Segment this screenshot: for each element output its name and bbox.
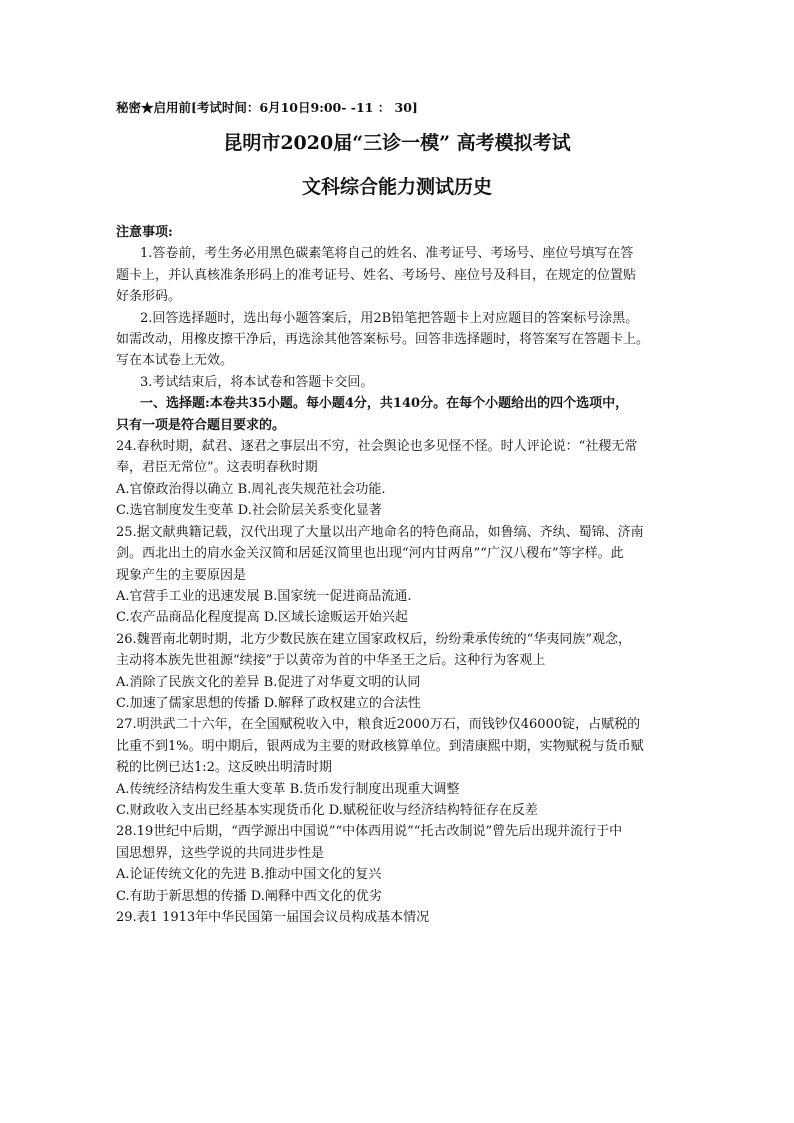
question-26-options-cd: C.加速了儒家思想的传播 D.解释了政权建立的合法性 <box>116 695 421 711</box>
question-27-line-3: 税的比例已达1:2。这反映出明清时期 <box>116 760 332 776</box>
exam-body <box>116 222 686 928</box>
exam-title: 昆明市2020届“三诊一模” 高考模拟考试 <box>223 132 571 154</box>
note-2-line-2: 如需改动，用橡皮擦干净后，再选涂其他答案标号。回答非选择题时，将答案写在答题卡上。 <box>116 332 650 348</box>
question-26-options-ab: A.消除了民族文化的差异 B.促进了对华夏文明的认同 <box>116 674 421 690</box>
note-1-line-3: 好条形码。 <box>116 289 182 305</box>
question-27-line-2: 比重不到1%。明中期后，银两成为主要的财政核算单位。到清康熙中期，实物赋税与货币赋 <box>116 738 644 754</box>
question-25-line-1: 25.据文献典籍记载，汉代出现了大量以出产地命名的特色商品，如鲁缟、齐纨、蜀锦、济南 <box>116 524 644 540</box>
confidential-exam-time: 秘密★启用前[考试时间：6月10日9:00- -11 ： 30] <box>116 100 418 115</box>
question-28-options-ab: A.论证传统文化的先进 B.推动中国文化的复兴 <box>116 867 382 883</box>
question-28-line-2: 国思想界，这些学说的共同进步性是 <box>116 845 325 861</box>
section-instructions-line-2: 只有一项是符合题目要求的。 <box>116 417 286 433</box>
question-28-options-cd: C.有助于新思想的传播 D.阐释中西文化的优劣 <box>116 888 382 904</box>
section-instructions-line-1: 一、选择题:本卷共35小题。每小题4分，共140分。在每个小题给出的四个选项中， <box>140 396 629 412</box>
question-25-line-3: 现象产生的主要原因是 <box>116 567 247 583</box>
question-27-options-ab: A.传统经济结构发生重大变革 B.货币发行制度出现重大调整 <box>116 781 460 797</box>
note-2-line-1: 2.回答选择题时，选出每小题答案后，用2B铅笔把答题卡上对应题目的答案标号涂黑。 <box>140 310 639 326</box>
question-25-options-cd: C.农产品商品化程度提高 D.区域长途贩运开始兴起 <box>116 610 408 626</box>
question-24-options-cd: C.选官制度发生变革 D.社会阶层关系变化显著 <box>116 503 382 519</box>
question-28-line-1: 28.19世纪中后期，“西学源出中国说”“中体西用说”“托古改制说”曾先后出现并流行于中 <box>116 824 623 840</box>
notes-heading: 注意事项: <box>116 225 173 240</box>
question-25-options-ab: A.官营手工业的迅速发展 B.国家统一促进商品流通. <box>116 588 412 604</box>
question-27-line-1: 27.明洪武二十六年，在全国赋税收入中，粮食近2000万石，而钱钞仅46000锭，占赋税的 <box>116 717 641 733</box>
question-25-line-2: 剑。西北出土的肩水金关汉简和居延汉简里也出现“河内甘两帛”“广汉八稷布”等字样。此 <box>116 546 624 562</box>
exam-subtitle: 文科综合能力测试历史 <box>301 176 492 198</box>
note-1-line-2: 题卡上，并认真核准条形码上的准考证号、姓名、考场号、座位号及科目，在规定的位置贴 <box>116 267 637 283</box>
question-24-line-1: 24.春秋时期，弑君、逐君之事层出不穷，社会舆论也多见怪不怪。时人评论说：“社稷无常 <box>116 439 638 455</box>
question-24-line-2: 奉，君臣无常位”。这表明春秋时期 <box>116 460 318 476</box>
note-3: 3.考试结束后，将本试卷和答题卡交回。 <box>140 374 374 390</box>
question-27-options-cd: C.财政收入支出已经基本实现货币化 D.赋税征收与经济结构特征存在反差 <box>116 802 538 818</box>
note-2-line-3: 写在本试卷上无效。 <box>116 353 234 369</box>
question-26-line-2: 主动将本族先世祖源“续接”于以黄帝为首的中华圣王之后。这种行为客观上 <box>116 653 546 669</box>
question-26-line-1: 26.魏晋南北朝时期，北方少数民族在建立国家政权后，纷纷秉承传统的“华夷同族”观念， <box>116 631 631 647</box>
question-29-line-1: 29.表1 1913年中华民国第一届国会议员构成基本情况 <box>116 910 430 925</box>
question-24-options-ab: A.官僚政治得以确立 B.周礼丧失规范社会功能. <box>116 481 386 497</box>
note-1-line-1: 1.答卷前，考生务必用黑色碳素笔将自己的姓名、准考证号、考场号、座位号填写在答 <box>140 246 634 262</box>
